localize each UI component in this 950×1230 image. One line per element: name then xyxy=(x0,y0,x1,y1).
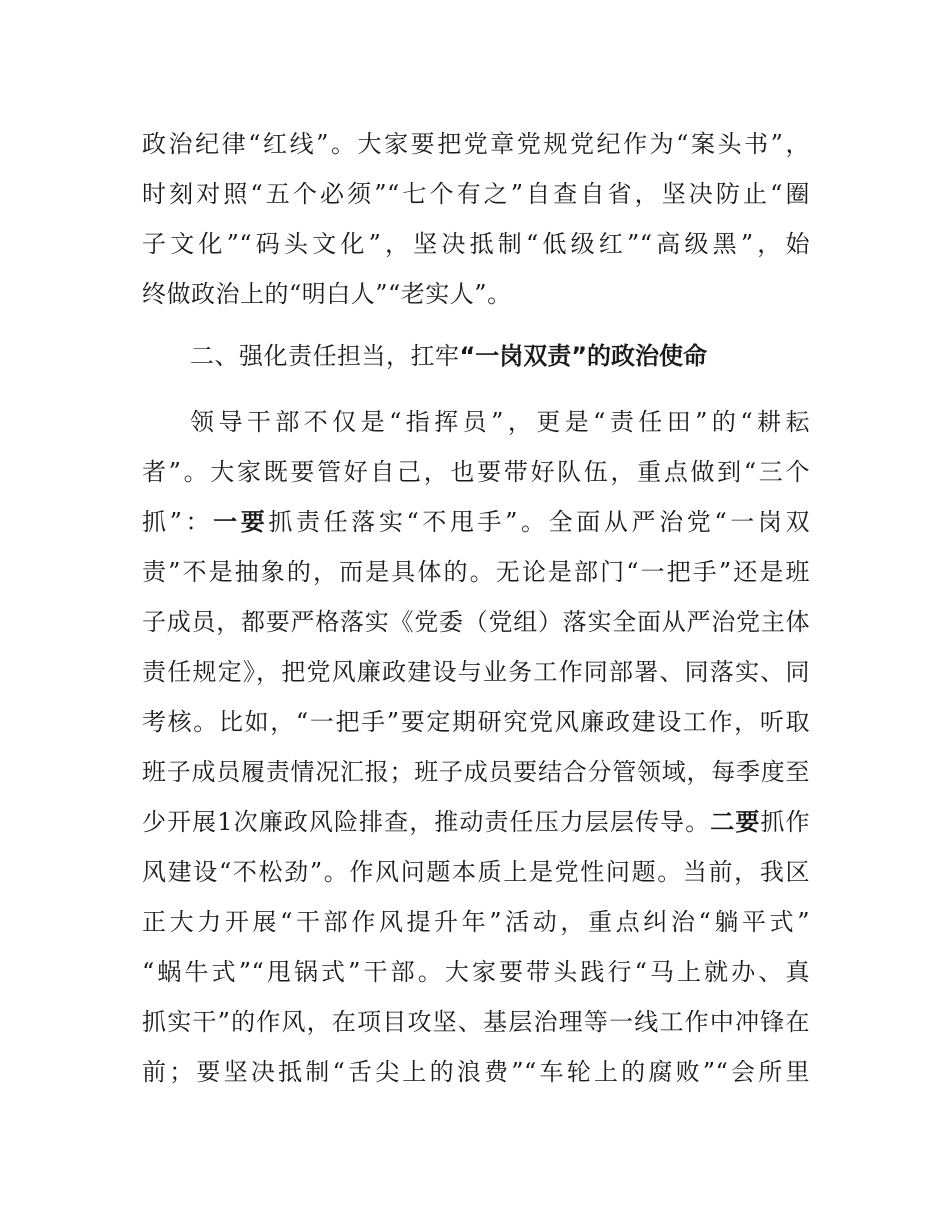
paragraph-2-line-7: 考核。比如，“一把手”要定期研究党风廉政建设工作，听取 xyxy=(142,708,810,736)
paragraph-2-line-10: 风建设“不松劲”。作风问题本质上是党性问题。当前，我区 xyxy=(142,858,810,886)
paragraph-1-line-1: 政治纪律“红线”。大家要把党章党规党纪作为“案头书”， xyxy=(142,130,810,158)
line-3-prefix: 抓”： xyxy=(142,508,214,536)
paragraph-2-line-1: 领导干部不仅是“指挥员”，更是“责任田”的“耕耘 xyxy=(190,408,810,436)
paragraph-1-line-4: 终做政治上的“明白人”“老实人”。 xyxy=(142,280,512,308)
paragraph-1-line-3: 子文化”“码头文化”，坚决抵制“低级红”“高级黑”，始 xyxy=(142,230,810,258)
line-9-prefix: 少开展1次廉政风险排查，推动责任压力层层传导。 xyxy=(142,808,711,836)
paragraph-2-line-11: 正大力开展“干部作风提升年”活动，重点纠治“躺平式” xyxy=(142,908,810,936)
section-heading-emphasis: “一岗双责”的政治使命 xyxy=(459,342,708,370)
paragraph-2-line-9 xyxy=(142,802,810,842)
paragraph-2-line-3 xyxy=(142,502,810,542)
paragraph-2-line-13: 抓实干”的作风，在项目攻坚、基层治理等一线工作中冲锋在 xyxy=(142,1008,810,1036)
line-9-suffix: 抓作 xyxy=(760,808,810,836)
paragraph-2-line-5: 子成员，都要严格落实《党委（党组）落实全面从严治党主体 xyxy=(142,608,810,636)
paragraph-2-line-2: 者”。大家既要管好自己，也要带好队伍，重点做到“三个 xyxy=(142,458,810,486)
paragraph-2-line-4: 责”不是抽象的，而是具体的。无论是部门“一把手”还是班 xyxy=(142,558,810,586)
paragraph-2-line-8: 班子成员履责情况汇报；班子成员要结合分管领域，每季度至 xyxy=(142,758,810,786)
paragraph-2-line-14: 前；要坚决抵制“舌尖上的浪费”“车轮上的腐败”“会所里 xyxy=(142,1058,810,1086)
section-heading-prefix: 二、强化责任担当，扛牢 xyxy=(190,342,460,370)
paragraph-2-line-6: 责任规定》，把党风廉政建设与业务工作同部署、同落实、同 xyxy=(142,658,810,686)
line-3-suffix: 抓责任落实“不甩手”。全面从严治党“一岗双 xyxy=(268,508,810,536)
paragraph-1-line-2: 时刻对照“五个必须”“七个有之”自查自省，坚决防止“圈 xyxy=(142,180,810,208)
point-one-marker: 一要 xyxy=(213,508,269,536)
section-heading xyxy=(190,336,810,376)
paragraph-2-line-12: “蜗牛式”“甩锅式”干部。大家要带头践行“马上就办、真 xyxy=(142,958,810,986)
point-two-marker: 二要 xyxy=(710,808,761,836)
